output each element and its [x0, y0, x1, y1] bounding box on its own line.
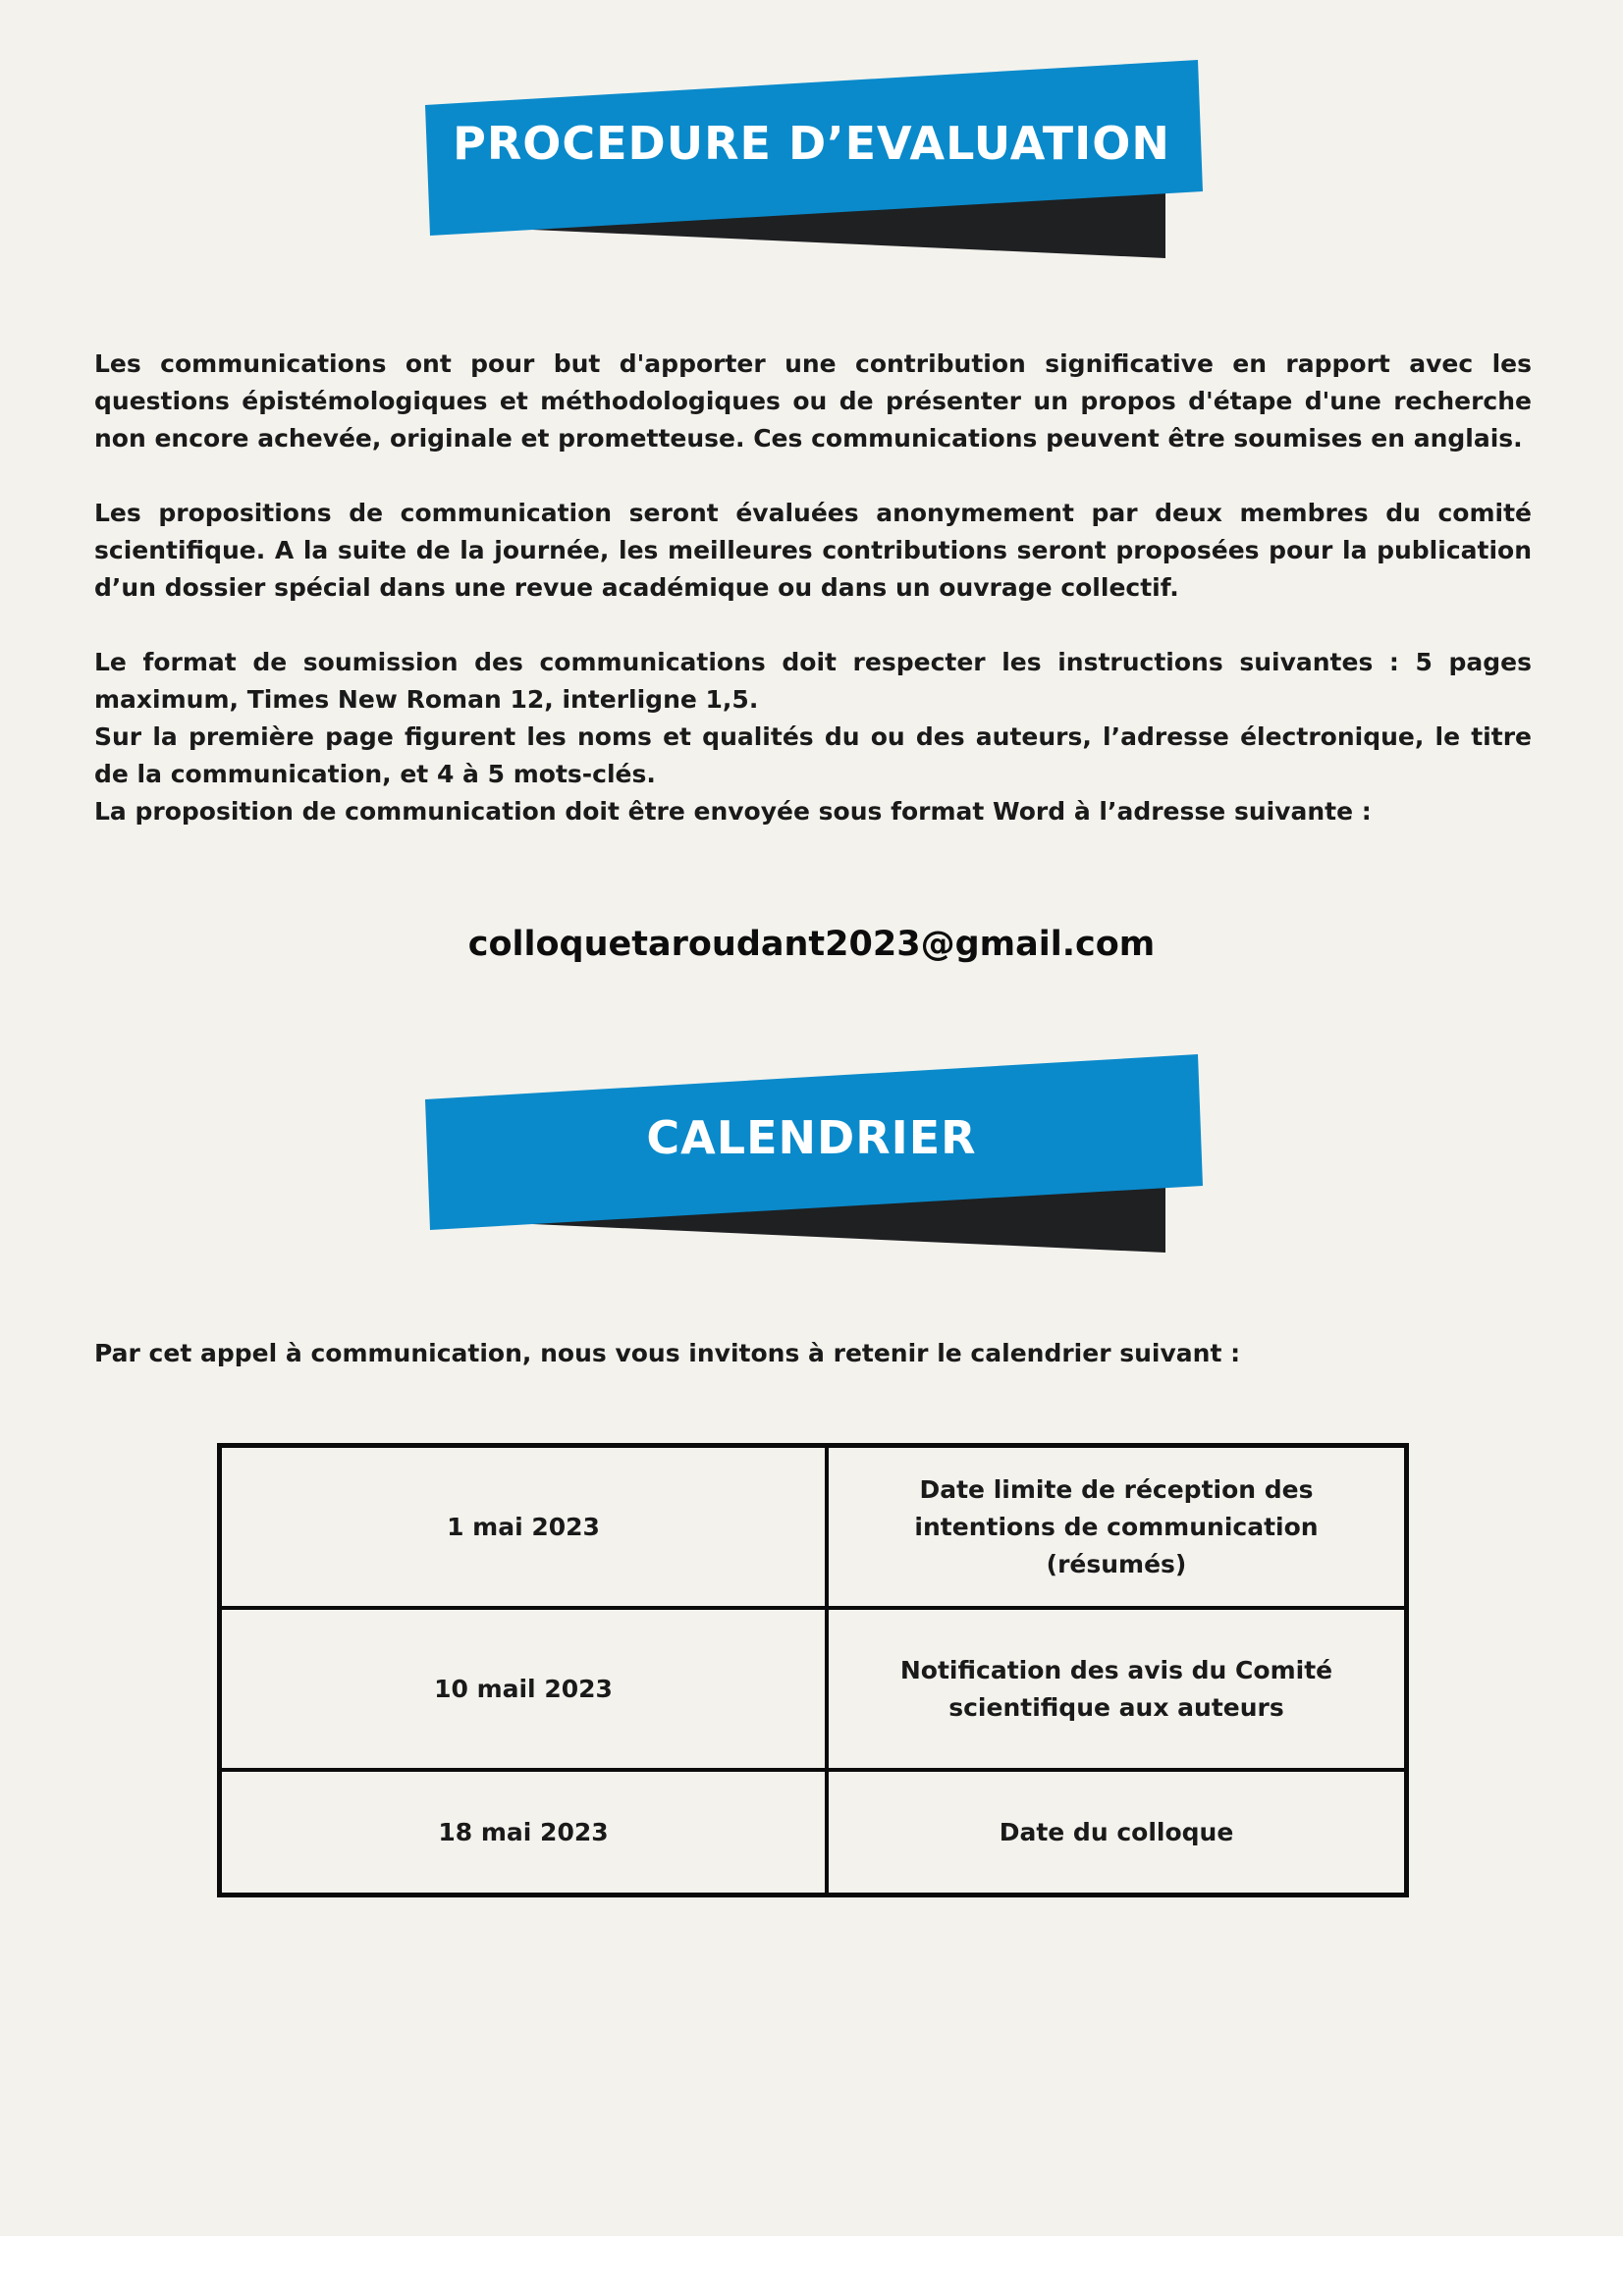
- submission-email[interactable]: colloquetaroudant2023@gmail.com: [467, 925, 1156, 964]
- calendar-table: [217, 1443, 1409, 1897]
- section-banner-evaluation: [0, 54, 1623, 260]
- section-title-evaluation: PROCEDURE D’EVALUATION: [453, 117, 1170, 170]
- paragraph-review: [94, 495, 1532, 607]
- paragraph-text: La proposition de communication doit être envoyée sous format Word à l’adresse suivante :: [94, 797, 1372, 826]
- date-cell: 10 mail 2023: [220, 1608, 828, 1770]
- date-cell: 1 mai 2023: [220, 1446, 828, 1609]
- event-cell: Date du colloque: [827, 1770, 1407, 1896]
- paragraph-text: Les propositions de communication seront évaluées anonymement par deux membres du comité scientifique. A la suite de la journée, les meilleures contributions seront proposées pour la publication d’un dossier spécial dans une revue académique ou dans un ouvrage collectif.: [94, 499, 1532, 602]
- date-cell: 18 mai 2023: [220, 1770, 828, 1896]
- paragraph-text: Le format de soumission des communications doit respecter les instructions suivantes : 5 pages maximum, Times New Roman 12, interligne 1,5.: [94, 648, 1532, 714]
- table-row: [220, 1770, 1407, 1896]
- event-cell: Notification des avis du Comité scientifique aux auteurs: [827, 1608, 1407, 1770]
- paragraph-text: Les communications ont pour but d'apporter une contribution significative en rapport avec les questions épistémologiques et méthodologiques ou de présenter un propos d'étape d'une recherche non encore achevée, originale et prometteuse. Ces communications peuvent être soumises en anglais.: [94, 349, 1532, 453]
- paragraph-purpose: [94, 346, 1532, 457]
- event-cell: Date limite de réception des intentions de communication (résumés): [827, 1446, 1407, 1609]
- paragraph-text: Sur la première page figurent les noms et qualités du ou des auteurs, l’adresse électronique, le titre de la communication, et 4 à 5 mots-clés.: [94, 722, 1532, 788]
- calendar-intro: Par cet appel à communication, nous vous invitons à retenir le calendrier suivant :: [94, 1339, 1241, 1367]
- section-banner-calendar: [0, 1048, 1623, 1255]
- table-row: [220, 1446, 1407, 1609]
- table-row: [220, 1608, 1407, 1770]
- section-title-calendar: CALENDRIER: [646, 1111, 977, 1164]
- paragraph-format: [94, 644, 1532, 830]
